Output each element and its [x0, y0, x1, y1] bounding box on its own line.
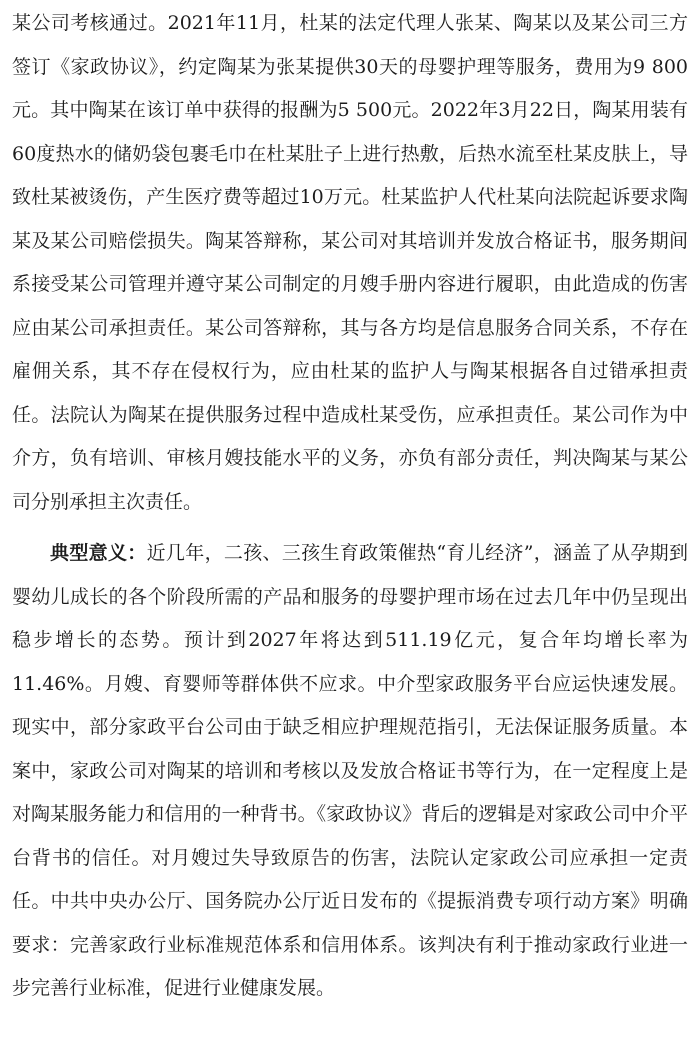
significance-heading: 典型意义： — [50, 542, 147, 564]
significance-body: 近几年，二孩、三孩生育政策催热“育儿经济”，涵盖了从孕期到婴幼儿成长的各个阶段所需的产品和服务的母婴护理市场在过去几年中仍呈现出稳步增长的态势。预计到2027年将达到511.19亿元，复合年均增长率为11.46%。月嫂、育婴师等群体供不应求。中介型家政服务平台应运快速发展。现实中，部分家政平台公司由于缺乏相应护理规范指引，无法保证服务质量。本案中，家政公司对陶某的培训和考核以及发放合格证书等行为，在一定程度上是对陶某服务能力和信用的一种背书。《家政协议》背后的逻辑是对家政公司中介平台背书的信任。对月嫂过失导致原告的伤害，法院认定家政公司应承担一定责任。中共中央办公厅、国务院办公厅近日发布的《提振消费专项行动方案》明确要求：完善家政行业标准规范体系和信用体系。该判决有利于推动家政行业进一步完善行业标准，促进行业健康发展。 — [12, 542, 688, 999]
case-description-paragraph: 某公司考核通过。2021年11月，杜某的法定代理人张某、陶某以及某公司三方签订《家政协议》，约定陶某为张某提供30天的母婴护理等服务，费用为9 800元。其中陶某在该订单中获得的报酬为5 500元。2022年3月22日，陶某用装有60度热水的储奶袋包裹毛巾在杜某肚子上进行热敷，后热水流至杜某皮肤上，导致杜某被烫伤，产生医疗费等超过10万元。杜某监护人代杜某向法院起诉要求陶某及某公司赔偿损失。陶某答辩称，某公司对其培训并发放合格证书，服务期间系接受某公司管理并遵守某公司制定的月嫂手册内容进行履职，由此造成的伤害应由某公司承担责任。某公司答辩称，其与各方均是信息服务合同关系，不存在雇佣关系，其不存在侵权行为，应由杜某的监护人与陶某根据各自过错承担责任。法院认为陶某在提供服务过程中造成杜某受伤，应承担责任。某公司作为中介方，负有培训、审核月嫂技能水平的义务，亦负有部分责任，判决陶某与某公司分别承担主次责任。 — [12, 12, 688, 513]
significance-paragraph — [12, 530, 688, 1011]
